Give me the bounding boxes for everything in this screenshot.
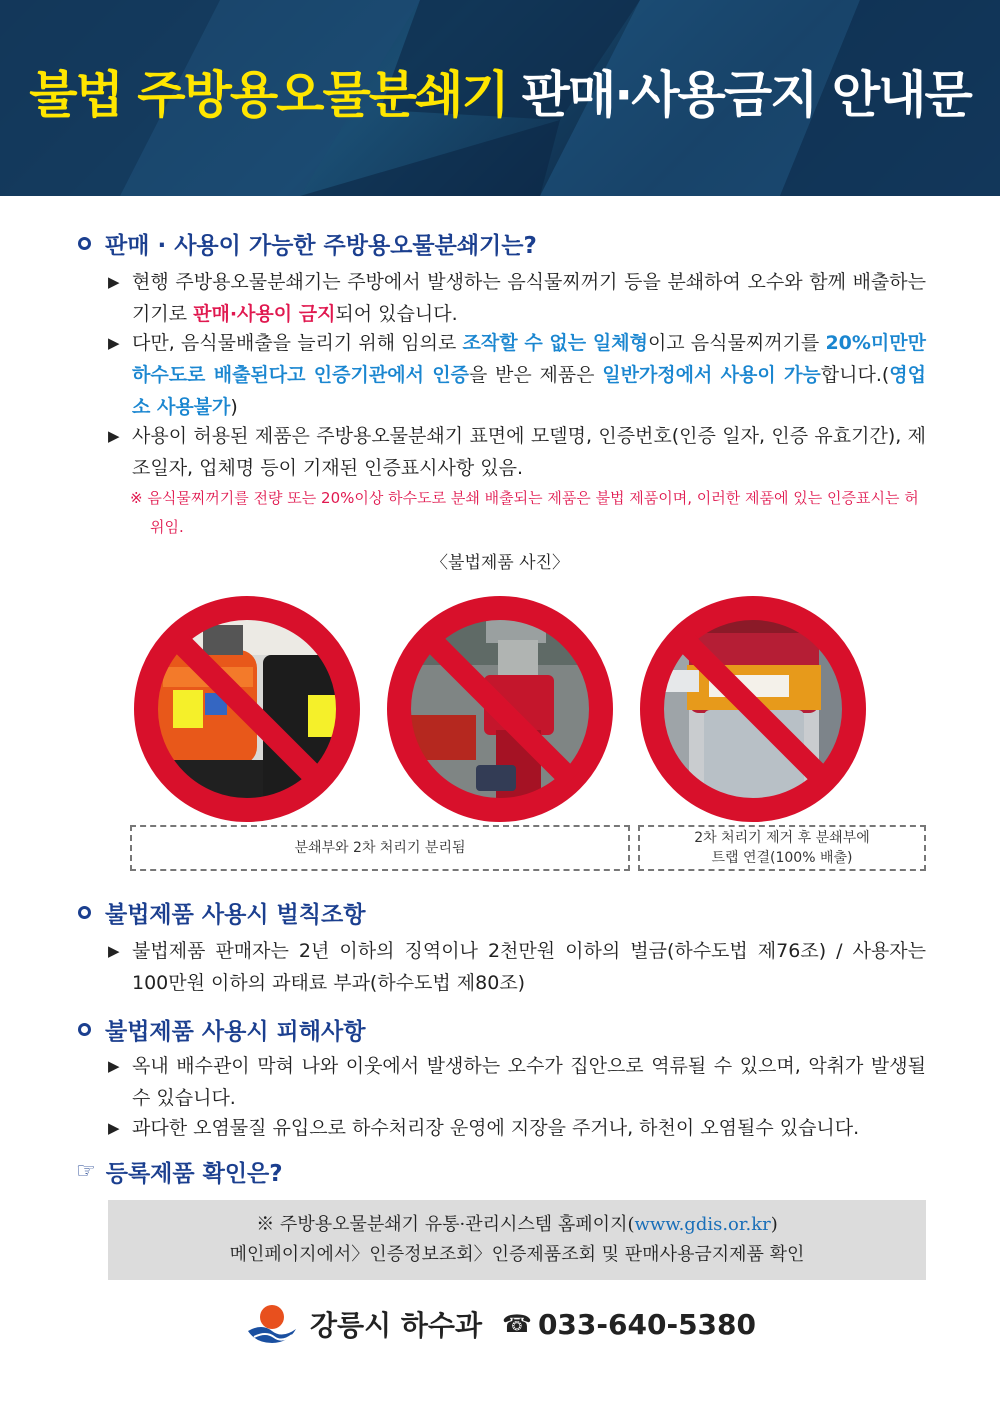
note-text: ※ 음식물찌꺼기를 전량 또는 20%이상 하수도로 분쇄 배출되는 제품은 불법 제품이며, 이러한 제품에 있는 인증표시는 허위임. <box>130 489 919 536</box>
section-heading-text: 불법제품 사용시 피해사항 <box>105 1019 366 1045</box>
bullet-item <box>108 1050 926 1114</box>
highlight-red: 판매·사용이 금지 <box>193 303 336 325</box>
illegal-product-photo-2 <box>386 595 614 823</box>
highlight-blue: 영업소 사용불가 <box>132 364 926 418</box>
info-box <box>108 1200 926 1280</box>
title-rest: 판매·사용금지 안내문 <box>521 66 971 124</box>
bullet-text: 이고 음식물찌꺼기를 <box>647 332 826 354</box>
bullet-item <box>108 266 926 330</box>
info-text: 메인페이지에서〉인증정보조회〉인증제품조회 및 판매사용금지제품 확인 <box>229 1244 805 1265</box>
bullet-item <box>108 1112 926 1144</box>
bullet-item <box>108 327 926 423</box>
highlight-blue: 일반가정에서 사용이 가능 <box>602 364 821 386</box>
photo-label-text: 트랩 연결(100% 배출) <box>711 850 853 866</box>
illegal-product-photo-1 <box>133 595 361 823</box>
bullet-text: 합니다.( <box>820 364 890 386</box>
circle-icon <box>78 906 91 919</box>
header-banner <box>0 0 1000 196</box>
photo-label-1 <box>130 825 630 871</box>
photo-label-text: 2차 처리기 제거 후 분쇄부에 <box>694 830 870 846</box>
highlight-blue: 조작할 수 없는 일체형 <box>462 332 648 354</box>
arrow-right-icon: ▶ <box>108 942 120 960</box>
highlight-blue: 20%미만만 하수도로 배출된다고 인증기관에서 인증 <box>132 332 926 386</box>
phone-icon: ☎ <box>502 1310 532 1338</box>
bullet-text: 불법제품 판매자는 2년 이하의 징역이나 2천만원 이하의 벌금(하수도법 제76조) / 사용자는 100만원 이하의 과태료 부과(하수도법 제80조) <box>132 940 926 994</box>
arrow-right-icon: ▶ <box>108 273 120 291</box>
info-text: ※ 주방용오물분쇄기 유통·관리시스템 홈페이지( <box>256 1214 635 1235</box>
arrow-right-icon: ▶ <box>108 427 120 445</box>
photo-label-2 <box>638 825 926 871</box>
section-heading-text: 불법제품 사용시 벌칙조항 <box>105 902 366 928</box>
pointing-hand-icon: ☞ <box>76 1159 96 1184</box>
warning-note <box>130 484 930 542</box>
bullet-text: 을 받은 제품은 <box>468 364 603 386</box>
website-link[interactable]: www.gdis.or.kr <box>634 1214 771 1235</box>
illegal-product-photo-3 <box>639 595 867 823</box>
photo-caption: 〈불법제품 사진〉 <box>431 553 569 573</box>
photo-label-text: 분쇄부와 2차 처리기 분리됨 <box>294 840 466 856</box>
phone-number[interactable]: 033-640-5380 <box>537 1307 757 1341</box>
circle-icon <box>78 1023 91 1036</box>
bullet-text: 현행 주방용오물분쇄기는 주방에서 발생하는 음식물찌꺼기 등을 분쇄하여 오수와 함께 배출하는 기기로 <box>132 271 926 325</box>
bullet-item <box>108 420 926 484</box>
bullet-text: 과다한 오염물질 유입으로 하수처리장 운영에 지장을 주거나, 하천이 오염될수 있습니다. <box>132 1117 860 1139</box>
title-highlight: 불법 주방용오물분쇄기 <box>29 66 508 124</box>
section-heading-allowed <box>78 227 537 260</box>
bullet-text: ) <box>230 396 238 418</box>
section-heading-damage <box>78 1013 365 1046</box>
arrow-right-icon: ▶ <box>108 1119 120 1137</box>
bullet-text: 되어 있습니다. <box>335 303 458 325</box>
circle-icon <box>78 237 91 250</box>
section-heading-text: 판매 · 사용이 가능한 주방용오물분쇄기는? <box>105 233 537 259</box>
footer-contact <box>0 1296 1000 1352</box>
section-heading-penalty <box>78 896 365 929</box>
city-logo-icon <box>244 1301 300 1347</box>
section-heading-check <box>76 1155 283 1188</box>
bullet-text: 옥내 배수관이 막혀 나와 이웃에서 발생하는 오수가 집안으로 역류될 수 있으며, 악취가 발생될 수 있습니다. <box>132 1055 926 1109</box>
page-title <box>0 55 1000 127</box>
bullet-text: 다만, 음식물배출을 늘리기 위해 임의로 <box>132 332 463 354</box>
info-text: ) <box>770 1214 778 1235</box>
bullet-item <box>108 935 926 999</box>
section-heading-text: 등록제품 확인은? <box>105 1161 283 1187</box>
arrow-right-icon: ▶ <box>108 334 120 352</box>
bullet-text: 사용이 허용된 제품은 주방용오물분쇄기 표면에 모델명, 인증번호(인증 일자, 인증 유효기간), 제조일자, 업체명 등이 기재된 인증표시사항 있음. <box>132 425 926 479</box>
department-name: 강릉시 하수과 <box>309 1309 483 1342</box>
arrow-right-icon: ▶ <box>108 1057 120 1075</box>
